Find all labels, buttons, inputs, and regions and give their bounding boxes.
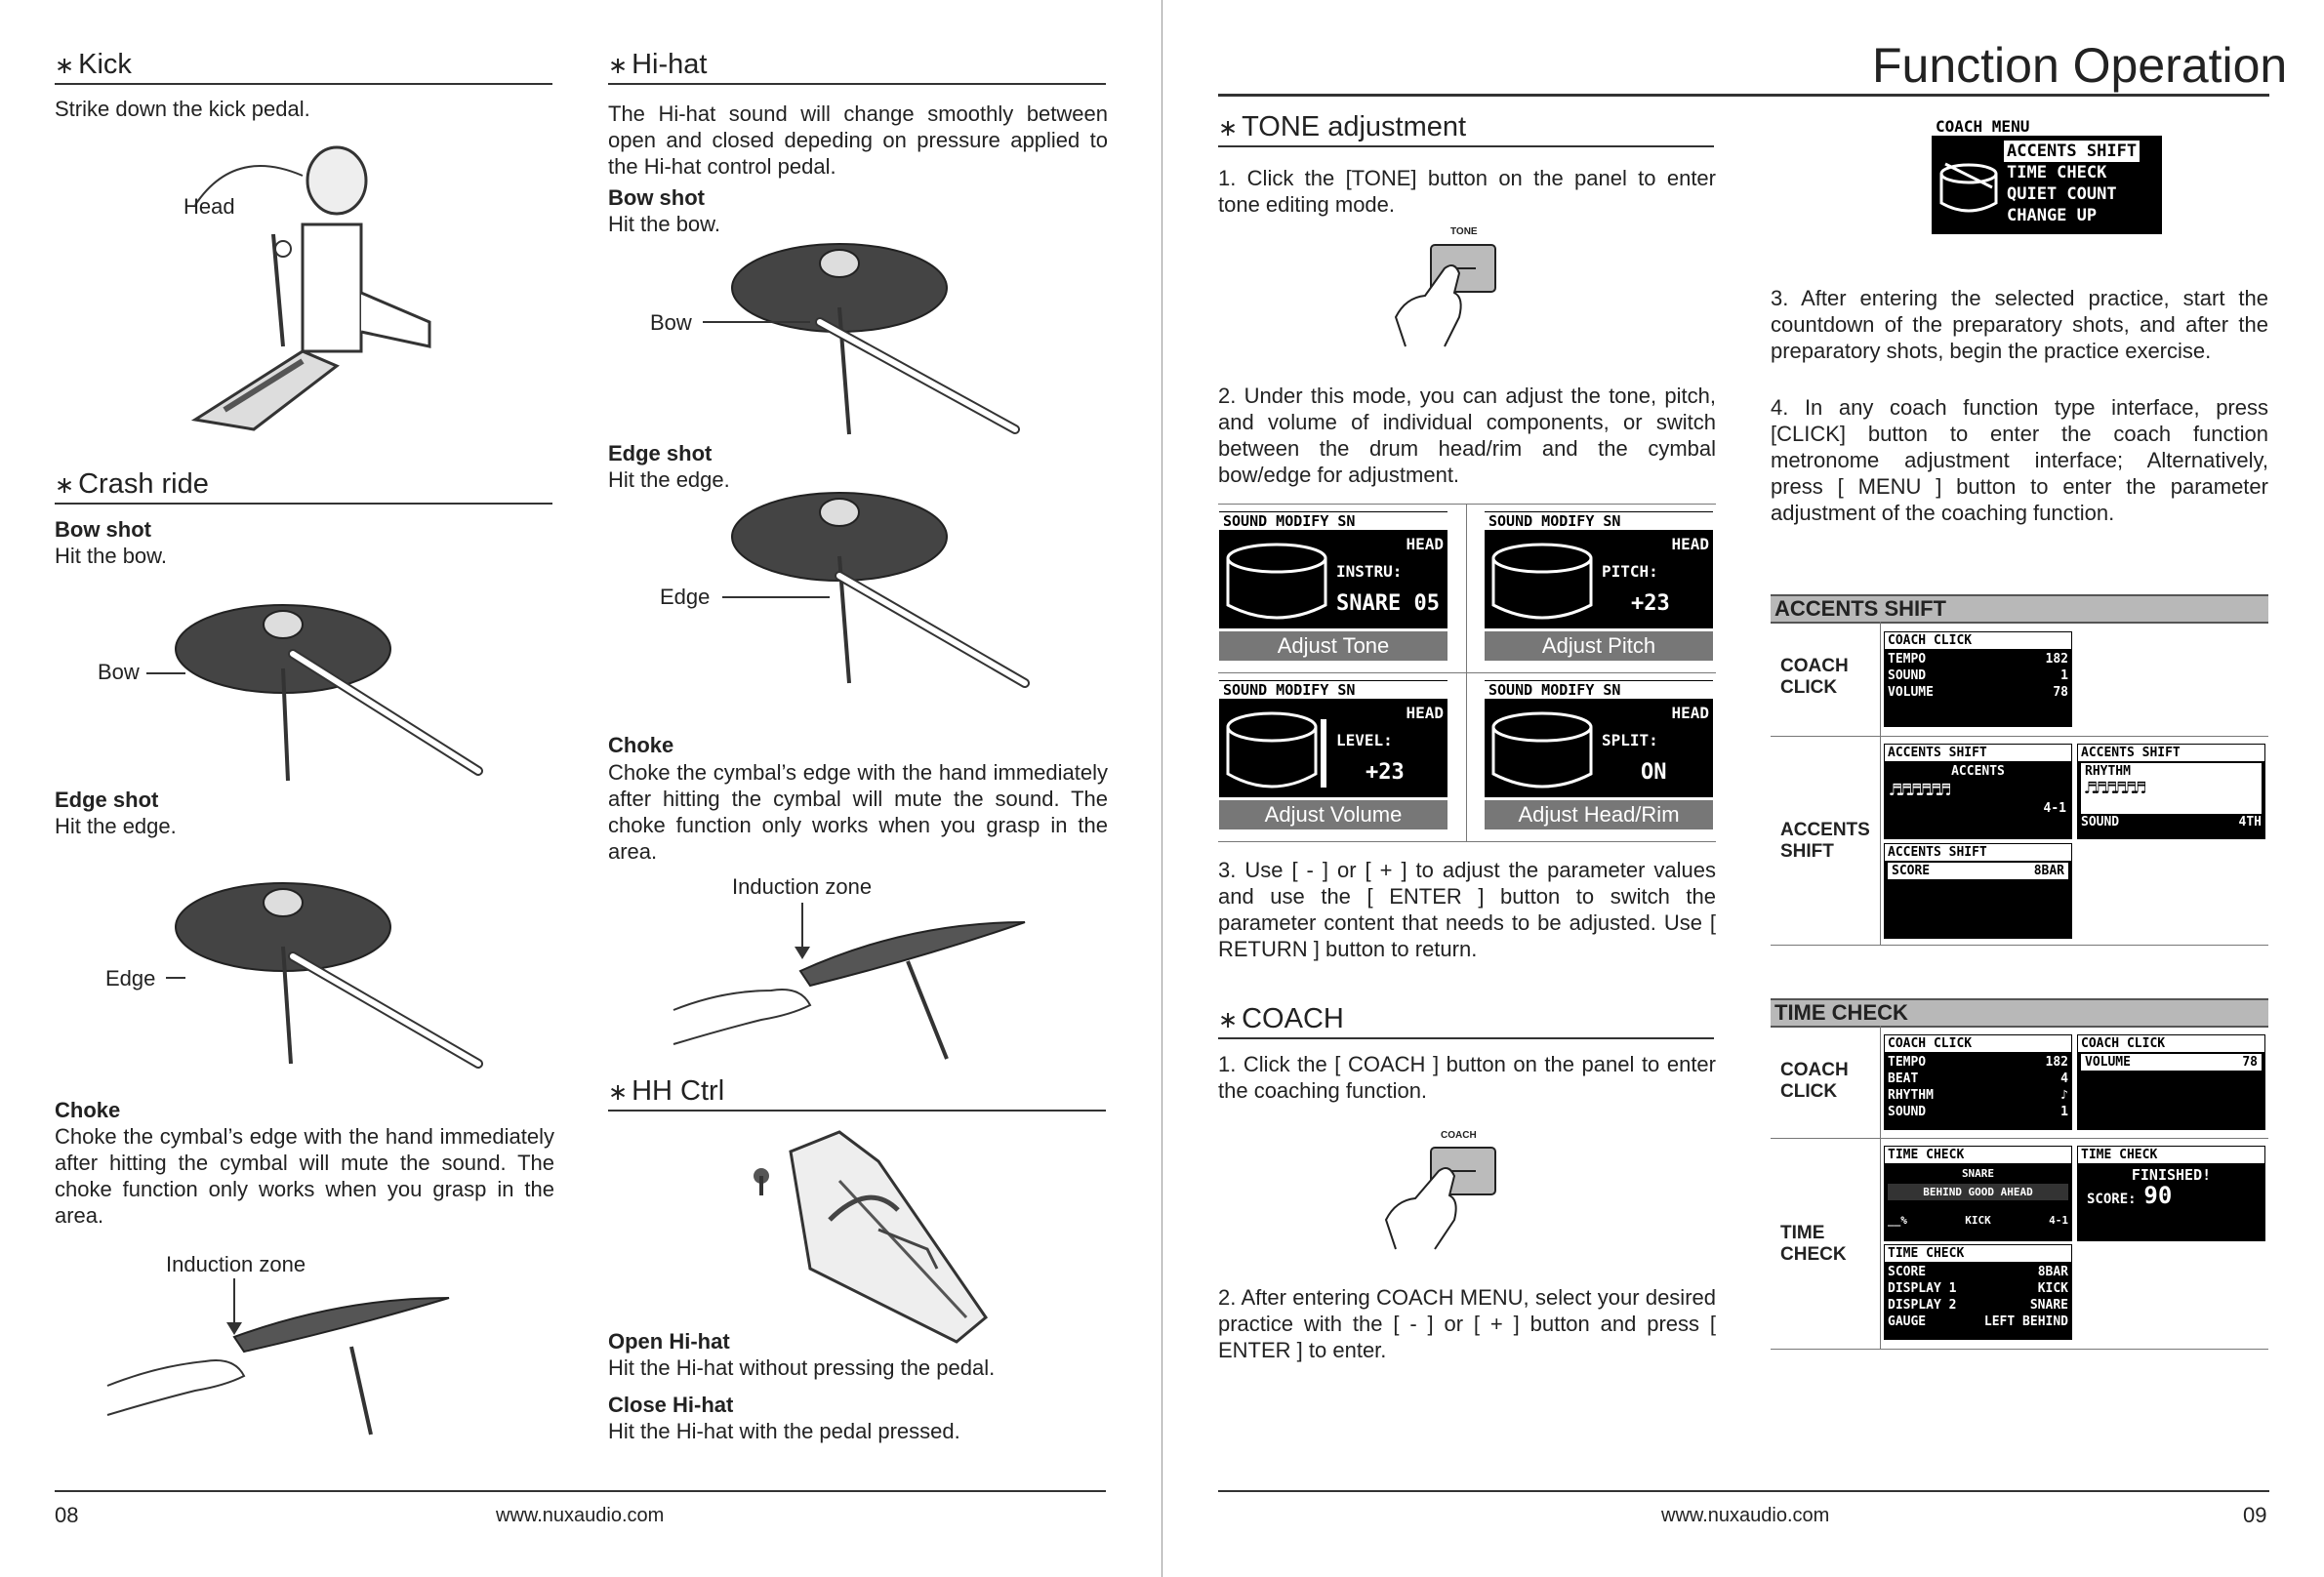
page-title: Function Operation — [1872, 38, 2288, 93]
hihat-edge-text: Hit the edge. — [608, 467, 730, 492]
accents-row1-label: COACH CLICK — [1780, 656, 1849, 698]
hihat-heading: ∗ Hi-hat — [608, 49, 1106, 85]
hihat-edge-title: Edge shot — [608, 441, 713, 465]
crash-edge-illustration — [146, 859, 498, 1073]
hihat-bow-label: Bow — [650, 310, 692, 335]
coach-button-press-illustration — [1376, 1142, 1503, 1259]
tone-screen-tone: SOUND MODIFY SN HEAD INSTRU: SNARE 05 — [1219, 511, 1447, 628]
tone-screen-split: SOUND MODIFY SN HEAD SPLIT: ON — [1485, 680, 1713, 797]
crash-choke-text: Choke the cymbal’s edge with the hand immediately after hitting the cymbal will mute the sound. The choke function only works when you grasp in the area. — [55, 1124, 554, 1228]
hhctrl-open-text: Hit the Hi-hat without pressing the pedal. — [608, 1355, 996, 1380]
crash-bow-illustration — [146, 586, 498, 790]
crash-bow-text: Hit the bow. — [55, 544, 167, 568]
tone-button-label: TONE — [1450, 226, 1478, 237]
hihat-zone-label: Induction zone — [732, 874, 873, 899]
coach-step1: 1. Click the [ COACH ] button on the panel to enter the coaching function. — [1218, 1052, 1716, 1103]
tone-heading: ∗ TONE adjustment — [1218, 111, 1714, 147]
right-footer-rule — [1218, 1490, 2269, 1492]
title-rule — [1218, 94, 2269, 97]
tone-screen-volume: SOUND MODIFY SN HEAD LEVEL: +23 — [1219, 680, 1447, 797]
time-check-settings-screen: TIME CHECK SCORE 8BAR DISPLAY 1 KICK DISPLAY 2 SNARE GAUGE LEFT BEHIND — [1884, 1244, 2072, 1340]
kick-heading: ∗ Kick — [55, 49, 552, 85]
hhctrl-open-title: Open Hi-hat — [608, 1329, 730, 1354]
tone-step1: 1. Click the [TONE] button on the panel to enter tone editing mode. — [1218, 166, 1716, 217]
coach-heading: ∗ COACH — [1218, 1003, 1714, 1039]
accents-shift-screen: ACCENTS SHIFT ACCENTS ♬♬♬♬♬♬ 4-1 — [1884, 744, 2072, 839]
accents-score-screen: ACCENTS SHIFT SCORE 8BAR — [1884, 843, 2072, 939]
tone-caption-tone: Adjust Tone — [1219, 631, 1447, 661]
crash-zone-label: Induction zone — [166, 1252, 306, 1276]
time-check-finished-screen: TIME CHECK FINISHED! SCORE: 90 — [2077, 1146, 2265, 1241]
accents-rhythm-screen: ACCENTS SHIFT RHYTHM ♬♬♬♬♬♬ SOUND 4TH — [2077, 744, 2265, 839]
crash-bow-label: Bow — [98, 660, 140, 684]
tone-step2: 2. Under this mode, you can adjust the tone, pitch, and volume of individual components, or switch between the drum head/rim and the cymbal bow/edge for adjustment. — [1218, 384, 1716, 487]
coach-menu-item[interactable]: ACCENTS SHIFT — [2004, 141, 2140, 162]
tone-button-press-illustration — [1386, 239, 1513, 356]
hhctrl-close-text: Hit the Hi-hat with the pedal pressed. — [608, 1419, 960, 1443]
coach-menu-item[interactable]: TIME CHECK — [2007, 163, 2107, 182]
left-footer-url[interactable]: www.nuxaudio.com — [496, 1505, 665, 1526]
coach-step2: 2. After entering COACH MENU, select your desired practice with the [ - ] or [ + ] button and press [ ENTER ] to enter. — [1218, 1285, 1716, 1362]
hihat-choke-title: Choke — [608, 733, 674, 757]
crash-edge-title: Edge shot — [55, 788, 159, 812]
right-footer-url[interactable]: www.nuxaudio.com — [1661, 1505, 1830, 1526]
hihat-choke-illustration — [664, 903, 1054, 1069]
hihat-bow-title: Bow shot — [608, 185, 705, 210]
kick-text: Strike down the kick pedal. — [55, 97, 310, 121]
hihat-bow-text: Hit the bow. — [608, 212, 720, 236]
tone-step3: 3. Use [ - ] or [ + ] to adjust the parameter values and use the [ ENTER ] button to switch the parameter content that needs to be adjusted. Use [ RETURN ] button to return. — [1218, 858, 1716, 961]
coach-button-label: COACH — [1441, 1130, 1477, 1141]
tone-caption-split: Adjust Head/Rim — [1485, 800, 1713, 829]
hihat-choke-text: Choke the cymbal’s edge with the hand immediately after hitting the cymbal will mute the sound. The choke function only works when you grasp in the area. — [608, 760, 1108, 864]
crash-choke-illustration — [98, 1278, 469, 1444]
accents-table-title: ACCENTS SHIFT — [1771, 594, 2268, 624]
coach-menu-screen: COACH MENU ACCENTS SHIFT TIME CHECK QUIET COUNT CHANGE UP — [1932, 117, 2162, 234]
accents-row2-label: ACCENTS SHIFT — [1780, 820, 1870, 862]
coach-menu-item[interactable]: CHANGE UP — [2007, 206, 2098, 225]
crash-edge-text: Hit the edge. — [55, 814, 177, 838]
hihat-bow-illustration — [703, 229, 1035, 444]
hihat-edge-illustration — [703, 478, 1035, 693]
tone-caption-volume: Adjust Volume — [1219, 800, 1447, 829]
kick-head-label: Head — [183, 194, 235, 219]
coach-step3: 3. After entering the selected practice, start the countdown of the preparatory shots, and after the preparatory shots, begin the practice exercise. — [1771, 286, 2268, 363]
time-table-title: TIME CHECK — [1771, 998, 2268, 1028]
crash-bow-title: Bow shot — [55, 517, 151, 542]
coach-menu-item[interactable]: QUIET COUNT — [2007, 184, 2117, 204]
time-volume-screen: COACH CLICK VOLUME 78 — [2077, 1034, 2265, 1130]
crash-edge-label: Edge — [105, 966, 156, 991]
crash-heading: ∗ Crash ride — [55, 468, 552, 505]
hhctrl-close-title: Close Hi-hat — [608, 1393, 734, 1417]
left-page-number: 08 — [55, 1503, 79, 1527]
right-page-number: 09 — [2243, 1503, 2267, 1527]
time-row1-label: COACH CLICK — [1780, 1060, 1849, 1102]
kick-pedal-illustration — [137, 137, 449, 439]
crash-choke-title: Choke — [55, 1098, 121, 1122]
tone-caption-pitch: Adjust Pitch — [1485, 631, 1713, 661]
hihat-intro: The Hi-hat sound will change smoothly between open and closed depeding on pressure applied to the Hi-hat control pedal. — [608, 101, 1108, 179]
time-check-gauge-screen: TIME CHECK SNARE BEHIND GOOD AHEAD __% KICK 4-1 — [1884, 1146, 2072, 1241]
left-footer-rule — [55, 1490, 1106, 1492]
hhctrl-heading: ∗ HH Ctrl — [608, 1075, 1106, 1112]
time-coach-click-screen: COACH CLICK TEMPO 182 BEAT 4 RHYTHM ♪ SOUND 1 — [1884, 1034, 2072, 1130]
accents-coach-click-screen: COACH CLICK TEMPO 182 SOUND 1 VOLUME 78 — [1884, 631, 2072, 727]
tone-screen-pitch: SOUND MODIFY SN HEAD PITCH: +23 — [1485, 511, 1713, 628]
coach-step4: 4. In any coach function type interface, press [CLICK] button to enter the coach function metronome adjustment interface; Alternatively, press [ MENU ] button to enter the parameter adjustment of the coaching function. — [1771, 395, 2268, 525]
time-row2-label: TIME CHECK — [1780, 1223, 1847, 1265]
hhctrl-pedal-illustration — [732, 1122, 1044, 1347]
hihat-edge-label: Edge — [660, 585, 711, 609]
